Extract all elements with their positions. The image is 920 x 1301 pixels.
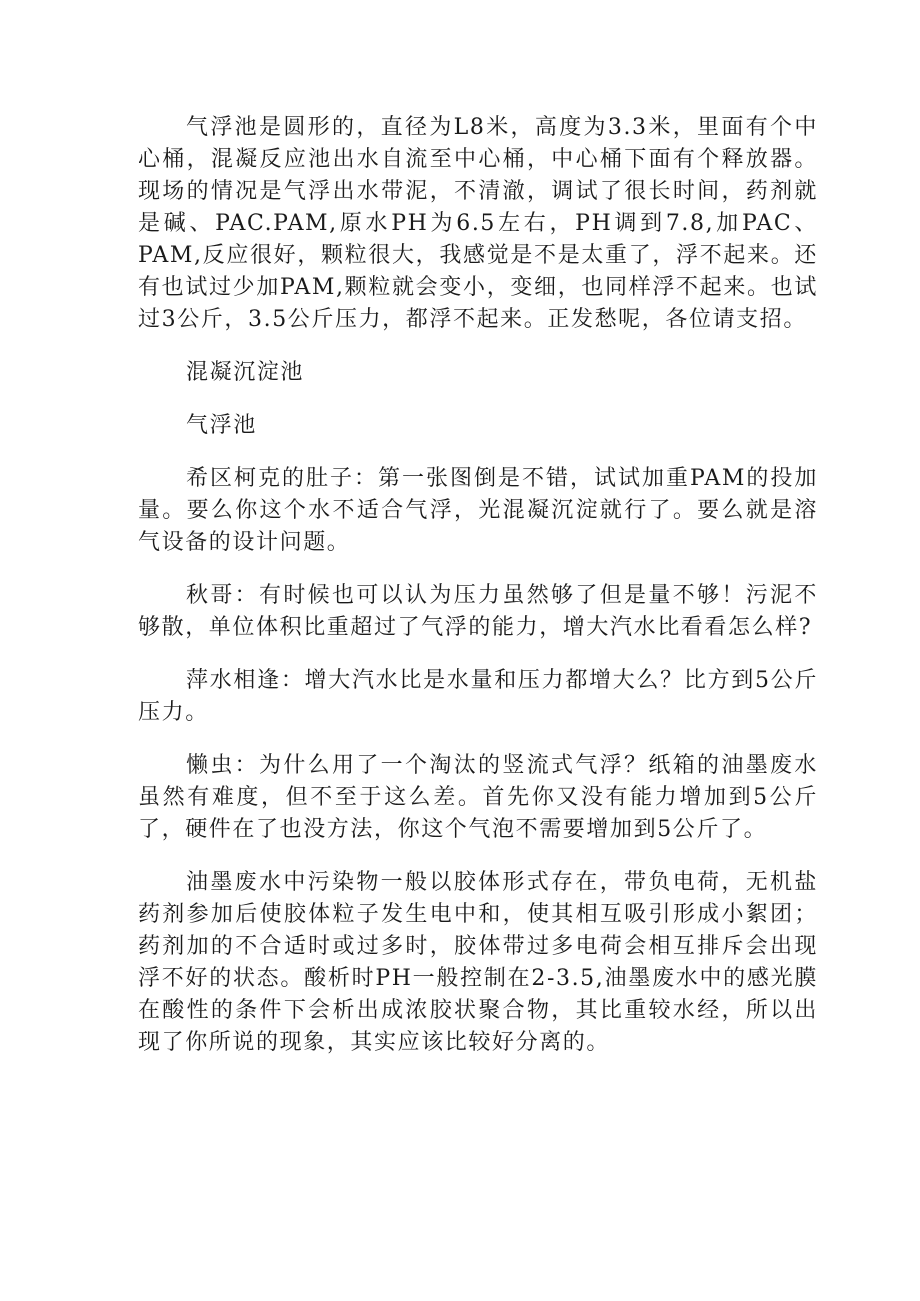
reply-paragraph: 懒虫：为什么用了一个淘汰的竖流式气浮？纸箱的油墨废水虽然有难度，但不至于这么差。首先你又没有能力增加到5公斤了，硬件在了也没方法，你这个气泡不需要增加到5公斤了。	[138, 753, 818, 842]
caption-coagulation-sedimentation-tank: 混凝沉淀池	[186, 360, 305, 385]
explanation-paragraph: 油墨废水中污染物一般以胶体形式存在，带负电荷，无机盐药剂参加后使胶体粒子发生电中和，使其相互吸引形成小絮团；药剂加的不合适时或过多时，胶体带过多电荷会相互排斥会出现浮不好的状态。酸析时PH一般控制在2-3.5,油墨废水中的感光膜在酸性的条件下会析出成浓胶状聚合物，其比重较水经，所以出现了你所说的现象，其实应该比较好分离的。	[138, 870, 818, 1055]
reply-paragraph: 萍水相逢：增大汽水比是水量和压力都增大么？比方到5公斤压力。	[138, 668, 818, 725]
reply-paragraph: 希区柯克的肚子：第一张图倒是不错，试试加重PAM的投加量。要么你这个水不适合气浮，光混凝沉淀就行了。要么就是溶气设备的设计问题。	[138, 466, 818, 555]
caption-flotation-tank: 气浮池	[186, 413, 257, 438]
reply-paragraph: 秋哥：有时候也可以认为压力虽然够了但是量不够！污泥不够散，单位体积比重超过了气浮的能力，增大汽水比看看怎么样?	[138, 583, 818, 640]
paragraph-intro: 气浮池是圆形的，直径为L8米，高度为3.3米，里面有个中心桶，混凝反应池出水自流至中心桶，中心桶下面有个释放器。现场的情况是气浮出水带泥，不清澈，调试了很长时间，药剂就是碱、PAC.PAM,原水PH为6.5左右，PH调到7.8,加PAC、PAM,反应很好，颗粒很大，我感觉是不是太重了，浮不起来。还有也试过少加PAM,颗粒就会变小，变细，也同样浮不起来。也试过3公斤，3.5公斤压力，都浮不起来。正发愁呢，各位请支招。	[138, 115, 818, 332]
document-body	[138, 112, 818, 1080]
